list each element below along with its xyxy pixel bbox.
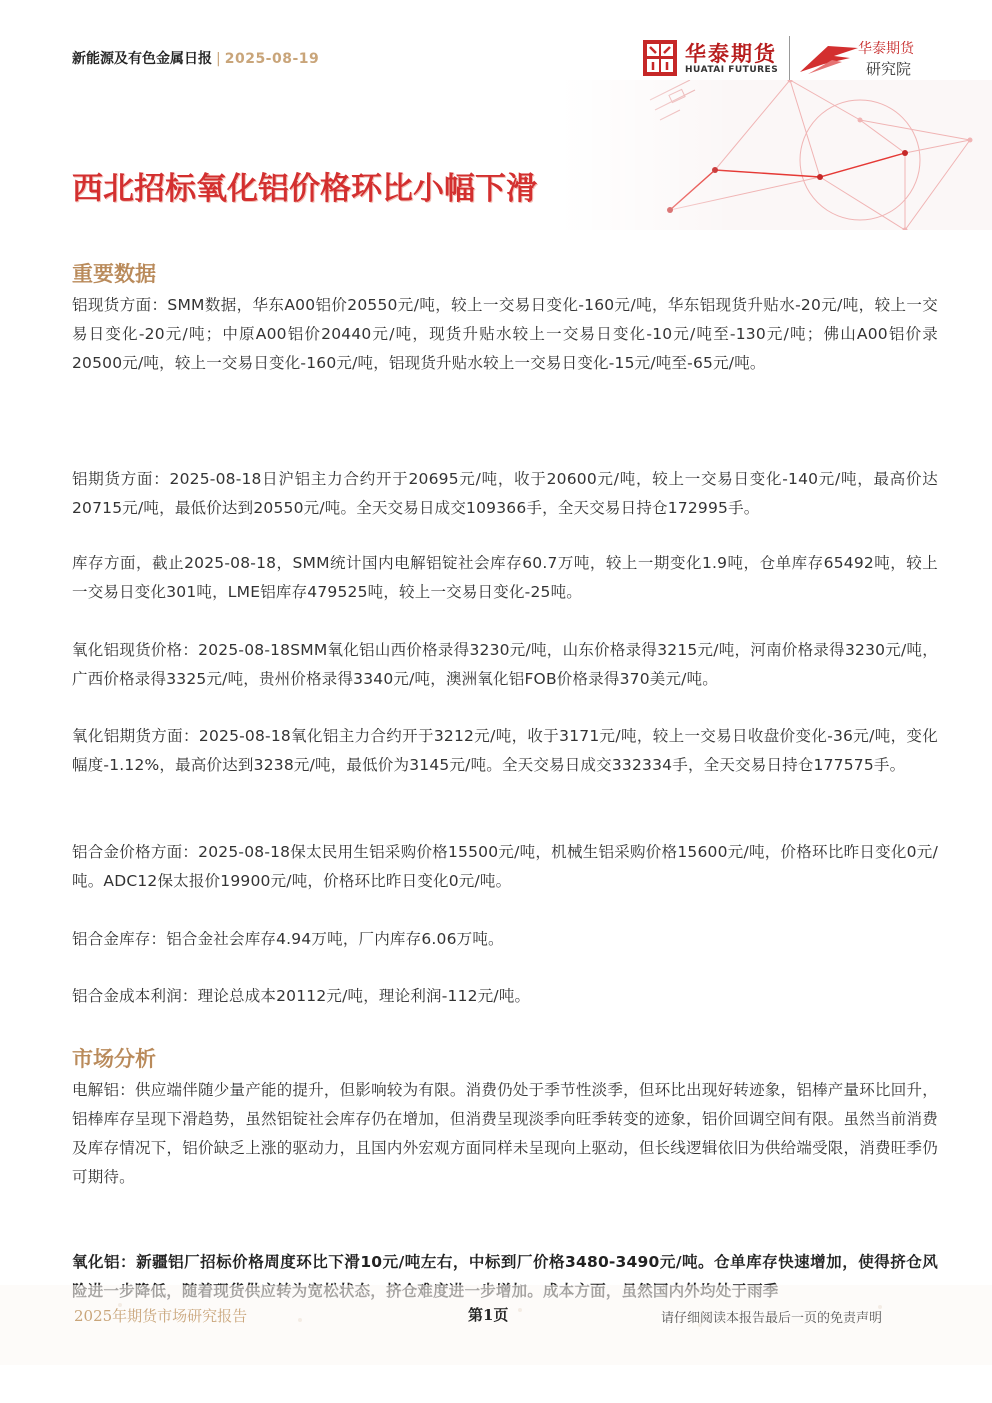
paragraph-alloy-price: 铝合金价格方面：2025-08-18保太民用生铝采购价格15500元/吨，机械生铝采购价格15600元/吨，价格环比昨日变化0元/吨。ADC12保太报价19900元/吨，价格环比昨日变化0元/吨。 [72, 843, 938, 890]
company-name-cn: 华泰期货 [685, 42, 777, 66]
paragraph-alumina-spot: 氧化铝现货价格：2025-08-18SMM氧化铝山西价格录得3230元/吨，山东价格录得3215元/吨，河南价格录得3230元/吨，广西价格录得3325元/吨，贵州价格录得3340元/吨，澳洲氧化铝FOB价格录得370美元/吨。 [72, 641, 938, 688]
report-name: 新能源及有色金属日报 [72, 51, 212, 67]
paragraph-electrolytic-aluminum: 电解铝：供应端伴随少量产能的提升，但影响较为有限。消费仍处于季节性淡季，但环比出现好转迹象，铝棒产量环比回升，铝棒库存呈现下滑趋势，虽然铝锭社会库存仍在增加，但消费呈现淡季向旺季转变的迹象，铝价回调空间有限。虽然当前消费及库存情况下，铝价缺乏上涨的驱动力，且国内外宏观方面同样未呈现向上驱动，但长线逻辑依旧为供给端受限，消费旺季仍可期待。 [72, 1081, 938, 1186]
section-heading-market-analysis: 市场分析 [72, 1047, 156, 1071]
institute-wing-icon [798, 42, 860, 78]
section-heading-key-data: 重要数据 [72, 262, 156, 286]
footer-page-number: 第1页 [468, 1306, 509, 1324]
paragraph-alumina-futures: 氧化铝期货方面：2025-08-18氧化铝主力合约开于3212元/吨，收于3171元/吨，较上一交易日收盘价变化-36元/吨，变化幅度-1.12%，最高价达到3238元/吨，最低价为3145元/吨。全天交易日成交332334手，全天交易日持仓177575手。 [72, 727, 938, 774]
paragraph-aluminum-spot: 铝现货方面：SMM数据，华东A00铝价20550元/吨，较上一交易日变化-160元/吨，华东铝现货升贴水-20元/吨，较上一交易日变化-20元/吨；中原A00铝价20440元/吨，现货升贴水较上一交易日变化-10元/吨至-130元/吨；佛山A00铝价录20500元/吨，较上一交易日变化-160元/吨，铝现货升贴水较上一交易日变化-15元/吨至-65元/吨。 [72, 296, 938, 372]
report-header [72, 48, 319, 70]
logo-divider [789, 36, 790, 80]
footer-disclaimer-note: 请仔细阅读本报告最后一页的免责声明 [661, 1311, 883, 1326]
paragraph-aluminum-futures: 铝期货方面：2025-08-18日沪铝主力合约开于20695元/吨，收于20600元/吨，较上一交易日变化-140元/吨，最高价达20715元/吨，最低价达到20550元/吨。全天交易日成交109366手，全天交易日持仓172995手。 [72, 470, 938, 517]
institute-line1: 华泰期货 [858, 41, 914, 57]
header-separator: | [216, 51, 221, 67]
company-name-en: HUATAI FUTURES [685, 65, 779, 75]
paragraph-inventory: 库存方面，截止2025-08-18，SMM统计国内电解铝锭社会库存60.7万吨，较上一期变化1.9吨，仓单库存65492吨，较上一交易日变化301吨，LME铝库存479525吨，较上一交易日变化-25吨。 [72, 554, 938, 601]
institute-line2: 研究院 [866, 60, 912, 78]
huatai-logo-icon [643, 40, 677, 76]
report-date: 2025-08-19 [224, 51, 320, 67]
huatai-futures-logo [643, 38, 783, 80]
paragraph-alloy-cost-profit: 铝合金成本利润：理论总成本20112元/吨，理论利润-112元/吨。 [72, 987, 531, 1005]
paragraph-alloy-inventory: 铝合金库存：铝合金社会库存4.94万吨，厂内库存6.06万吨。 [72, 930, 504, 948]
paragraph-alumina-analysis: 氧化铝：新疆铝厂招标价格周度环比下滑10元/吨左右，中标到厂价格3480-3490元/吨。仓单库存快速增加，使得挤仓风 [72, 1253, 938, 1271]
network-decoration [560, 80, 992, 230]
page-title: 西北招标氧化铝价格环比小幅下滑 [72, 171, 537, 207]
footer-report-label: 2025年期货市场研究报告 [74, 1307, 248, 1325]
research-institute-logo [798, 38, 928, 80]
